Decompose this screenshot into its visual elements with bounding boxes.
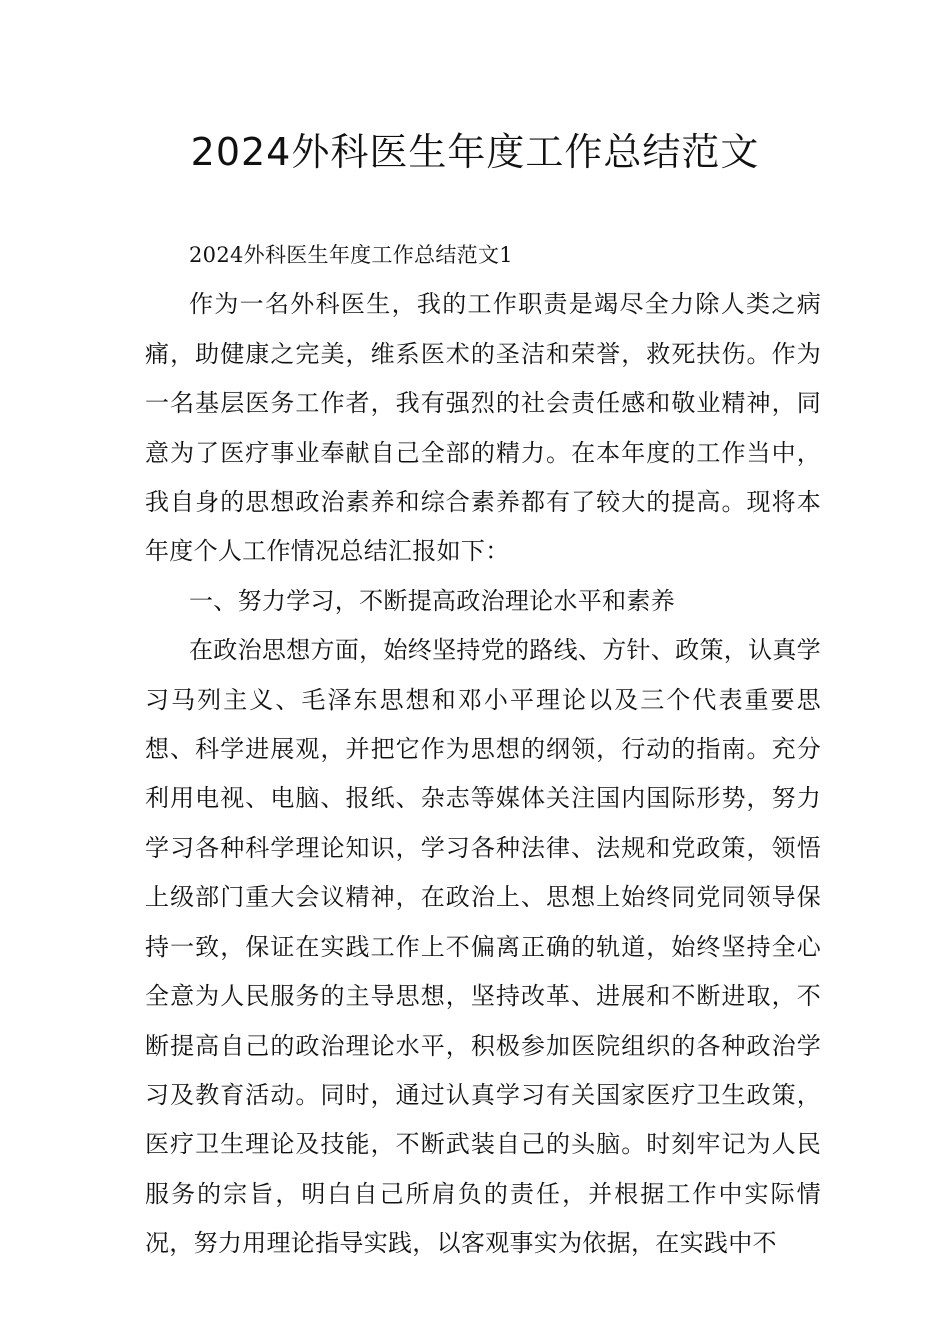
document-title: 2024外科医生年度工作总结范文 (190, 130, 760, 174)
paragraph-politics: 在政治思想方面，始终坚持党的路线、方针、政策，认真学习马列主义、毛泽东思想和邓小平理论以及三个代表重要思想、科学进展观，并把它作为思想的纲领，行动的指南。充分利用电视、电脑、报纸、杂志等媒体关注国内国际形势，努力学习各种科学理论知识，学习各种法律、法规和党政策，领悟上级部门重大会议精神，在政治上、思想上始终同党同领导保持一致，保证在实践工作上不偏离正确的轨道，始终坚持全心全意为人民服务的主导思想，坚持改革、进展和不断进取，不断提高自己的政治理论水平，积极参加医院组织的各种政治学习及教育活动。同时，通过认真学习有关国家医疗卫生政策，医疗卫生理论及技能，不断武装自己的头脑。时刻牢记为人民服务的宗旨，明白自己所肩负的责任，并根据工作中实际情况，努力用理论指导实践，以客观事实为依据，在实践中不 (145, 636, 821, 1258)
document-body (145, 231, 821, 1269)
section-subtitle: 2024外科医生年度工作总结范文1 (189, 243, 513, 267)
section-heading: 一、努力学习，不断提高政治理论水平和素养 (189, 586, 675, 615)
paragraph-intro: 作为一名外科医生，我的工作职责是竭尽全力除人类之病痛，助健康之完美，维系医术的圣洁和荣誉，救死扶伤。作为一名基层医务工作者，我有强烈的社会责任感和敬业精神，同意为了医疗事业奉献自己全部的精力。在本年度的工作当中，我自身的思想政治素养和综合素养都有了较大的提高。现将本年度个人工作情况总结汇报如下： (145, 290, 821, 566)
